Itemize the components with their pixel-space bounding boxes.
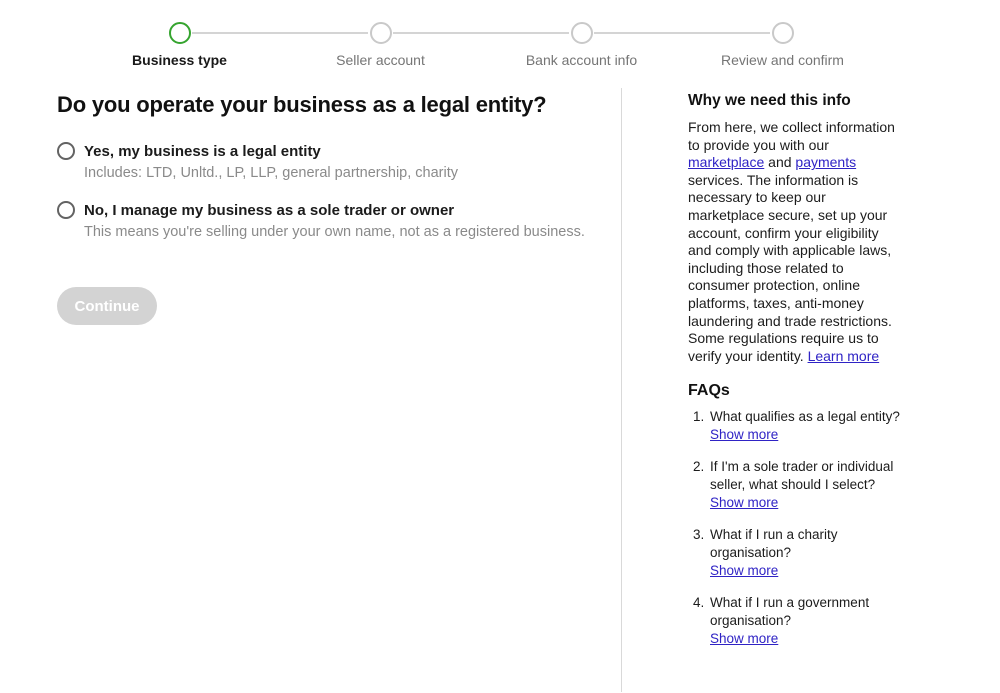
marketplace-link[interactable]: marketplace (688, 154, 765, 171)
step-label: Business type (132, 52, 227, 68)
faq-item (708, 594, 906, 648)
show-more-link-3[interactable]: Show more (710, 563, 779, 579)
option-description: This means you're selling under your own name, not as a registered business. (84, 224, 585, 240)
step-business-type (79, 22, 280, 68)
option-sole-trader (57, 201, 621, 241)
step-label: Review and confirm (721, 52, 844, 68)
show-more-link-4[interactable]: Show more (710, 631, 779, 647)
option-description: Includes: LTD, Unltd., LP, LLP, general partnership, charity (84, 165, 458, 181)
page-content (0, 88, 1000, 692)
stepper-connector (192, 32, 368, 34)
radio-button-icon[interactable] (57, 142, 75, 160)
step-seller-account (280, 22, 481, 68)
step-label: Bank account info (525, 52, 638, 68)
main-column (0, 88, 621, 692)
payments-link[interactable]: payments (795, 154, 857, 171)
progress-stepper (79, 22, 883, 68)
why-paragraph (688, 119, 903, 365)
paragraph-text: and (764, 154, 796, 171)
step-circle-icon (370, 22, 392, 44)
option-legal-entity (57, 142, 621, 182)
paragraph-text: services. The information is necessary to keep our marketplace secure, set up your account, confirm your eligibility and comply with applicable laws, including those related to consumer protection, online platforms, taxes, anti-money laundering and trade restrictions. Some regulations require us to verify your identity. (688, 171, 892, 364)
step-circle-icon (571, 22, 593, 44)
faq-item (708, 408, 906, 444)
continue-button[interactable]: Continue (57, 287, 157, 325)
stepper-connector (393, 32, 569, 34)
faq-item (708, 458, 906, 512)
faq-question: 3. What if I run a charity organisation? (710, 527, 838, 561)
faqs-heading: FAQs (688, 382, 730, 400)
radio-button-icon[interactable] (57, 201, 75, 219)
info-sidebar (621, 88, 926, 692)
option-label[interactable]: Yes, my business is a legal entity (84, 143, 321, 160)
faq-question: 1. What qualifies as a legal entity? (710, 409, 900, 425)
step-review-and-confirm (682, 22, 883, 68)
why-heading: Why we need this info (688, 92, 851, 109)
radio-no-sole-trader[interactable] (57, 201, 621, 220)
step-label: Seller account (336, 52, 425, 68)
show-more-link-2[interactable]: Show more (710, 495, 779, 511)
paragraph-text: From here, we collect information to provide you with our (688, 119, 895, 153)
step-circle-icon (772, 22, 794, 44)
faq-item (708, 526, 906, 580)
step-circle-icon (169, 22, 191, 44)
learn-more-link[interactable]: Learn more (807, 347, 880, 364)
stepper-connector (594, 32, 770, 34)
show-more-link-1[interactable]: Show more (710, 427, 779, 443)
option-label[interactable]: No, I manage my business as a sole trader or owner (84, 202, 455, 219)
faq-question: 4. What if I run a government organisation? (710, 595, 870, 629)
step-bank-account-info (481, 22, 682, 68)
faq-question: 2. If I'm a sole trader or individual seller, what should I select? (710, 459, 894, 493)
page-title: Do you operate your business as a legal entity? (57, 92, 547, 117)
radio-yes-legal-entity[interactable] (57, 142, 621, 161)
faq-list (688, 408, 906, 648)
